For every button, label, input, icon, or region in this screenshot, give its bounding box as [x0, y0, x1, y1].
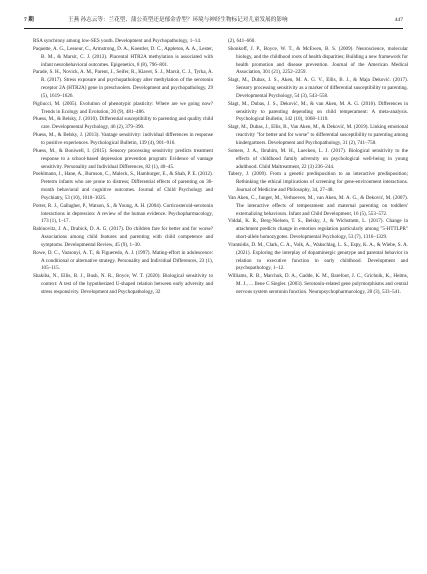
- reference-entry: (2), 641–660.: [228, 38, 256, 44]
- page-number: 447: [394, 17, 403, 23]
- reference-entry: Williams, R. B., Marchuk, D. A., Gadde, K. M., Barefoot, J. C., Grichnik, K., Helms, M. J., ... Ilene C Siegler. (2003). Serotonin-related gene polymorphisms and central nervous system serotonin function. Neuropsychopharmacology, 28 (3), 533–541.: [228, 273, 408, 295]
- reference-entry: Slagt, M., Dubas, J., Ellis, B., Van Aken, M., & Deković, M. (2019). Linking emotional reactivity "for better and for worse" to differential susceptibility to parenting among kindergartners. Development and Psychopathology, 31 (2), 741–758.: [228, 124, 408, 146]
- reference-entry: Rowe, D. C., Vazsonyi, A. T., & Figueredo, A. J. (1997). Mating-effort in adolescence: A conditional or alternative strategy. Personality and Individual Differences, 23 (1), 105–115.: [33, 249, 213, 272]
- reference-entry: Parade, S. H., Novick, A. M., Parent, J., Seifer, R., Klaver, S. J., Marsit, C. J., Tyrka, A. R. (2017). Stress exposure and psychopathology alter methylation of the serotonin receptor 2A (HTR2A) gene in preschoolers. Development and psychopathology, 29 (5), 1619–1626.: [33, 69, 213, 99]
- reference-entry: Rabinovitz, J. A., Drabick, D. A. G. (2017). Do children fare for better and for worse? Associations among child features and parenting with child competence and symptoms. Developmental Review, 45 (9), 1–30.: [33, 226, 213, 248]
- reference-entry: Somers, J. A., Ibrahim, M. H., Luecken, L. J. (2017). Biological sensitivity to the effects of childhood family adversity on psychological well-being in young adulthood. Child Maltreatment, 22 (3) 236–244.: [228, 147, 408, 170]
- reference-entry: Porter, R. J., Gallagher, P., Watson, S., & Young, A. H. (2004). Corticosteroid-serotonin interactions in depression: A review of the human evidence. Psychopharmacology, 173 (1), 1–17.: [33, 202, 213, 225]
- reference-entry: Paquette, A. G., Lesseur, C., Armstrong, D. A., Koestler, D. C., Appleton, A. A., Lester, B. M., & Marsit, C. J. (2013). Placental HTR2A methylation is associated with infant neurobehavioral outcomes. Epigenetics, 8 (8), 796–801.: [33, 45, 213, 68]
- running-title: 王燕 孙志云等：兰花型、蒲公英型还是郁金香型？环境与神经生物标记对儿童发展的影响: [68, 17, 288, 23]
- reference-entry: Vrantsidis, D. M., Clark, C. A., Volk, A., Wakschlag, L. S., Espy, K. A., & Wiebe, S. A. (2021). Exploring the interplay of dopaminergic genotype and parental behavior in relation to executive function in early childhood. Development and psychopathology, 1–12.: [228, 241, 408, 272]
- left-reference-column: [33, 38, 213, 297]
- reference-entry: Shonkoff, J. P., Boyce, W. T., & McEwen, B. S. (2009). Neuroscience, molecular biology, and the childhood roots of health disparities; Building a new framework for health promotion and disease prevention. Journal of the American Medical Association, 301 (21), 2252–2259.: [228, 45, 408, 76]
- reference-entry: Viddal, K. R., Berg-Nielsen, T. S., Belsky, J., & Wichstrøm, L. (2017). Change in attachment predicts change in emotion regulation particularly among "5-HTTLPR" short-allele homozygotes. Developmental Psychology, 53 (7), 1316–1329.: [228, 218, 408, 241]
- reference-entry: Pluess, M., & Belsky, J. (2010). Differential susceptibility to parenting and quality child care. Developmental Psychology, 46 (2), 379–390.: [33, 116, 213, 131]
- reference-entry: Slagt, M., Dubas, J. S., Deković, M., & van Aken, M. A. G. (2016). Differences in sensitivity to parenting depending on child temperament: A meta-analysis. Psychological Bulletin, 142 (10), 1068–1110.: [228, 100, 408, 123]
- page-header: [24, 14, 403, 26]
- reference-entry: Tabery, J. (2009). From a genetic predisposition to an interactive predisposition; Rethinking the ethical implications of screening for gene-environment interactions. Journal of Medicine and Philosophy, 34, 27–48.: [228, 171, 408, 194]
- issue-label: 7 期: [24, 17, 34, 23]
- right-reference-column: [228, 38, 408, 297]
- reference-entry: RSA synchrony among low-SES youth. Development and Psychopathology, 1–14.: [33, 38, 202, 44]
- reference-entry: Shakiba, N., Ellis, B. J., Bush, N. R., Boyce, W. T. (2020). Biological sensitivity to context: A test of the hypothesized U-shaped relation between early adversity and stress responsivity. Development and Psychopathology, 32: [33, 273, 213, 295]
- reference-entry: Poehlmann, J., Hane, A., Burnson, C., Maleck, S., Hamburger, E., & Shah, P. E. (2012). Preterm infants who are prone to distress; Differential effects of parenting on 36-month behavioral and cognitive outcomes. Journal of Child Psychology and Psychiatry, 53 (10), 1018–1025.: [33, 171, 213, 201]
- reference-entry: Pigliucci, M. (2005). Evolution of phenotypic plasticity: Where are we going now? Trends in Ecology and Evolution, 20 (9), 481–486.: [33, 100, 213, 115]
- reference-entry: Pluess, M., & Belsky, J. (2013). Vantage sensitivity: individual differences in response to positive experiences. Psychological Bulletin, 139 (4), 901–916.: [33, 132, 213, 146]
- header-rule: [24, 28, 403, 29]
- reference-entry: Van Aken, C., Junger, M., Verhoeven, M., van Aken, M. A. G., & Deković, M. (2007). The interactive effects of temperament and maternal parenting on toddlers' externalizing behaviours. Infant and Child Development, 16 (5), 553–572.: [228, 194, 408, 217]
- reference-entry: Slagt, M., Dubas, J. S., Aken, M. A. G. V., Ellis, B. J., & Maja Deković. (2017). Sensory processing sensitivity as a marker of differential susceptibility to parenting. Developmental Psychology, 54 (3), 543–558.: [228, 77, 408, 99]
- reference-entry: Pluess, M., & Boniwell, I. (2015). Sensory processing sensitivity predicts treatment response to a school-based depression prevention program: Evidence of vantage sensitivity. Personality and Individual Differences, 82 (1), 40–45.: [33, 147, 213, 170]
